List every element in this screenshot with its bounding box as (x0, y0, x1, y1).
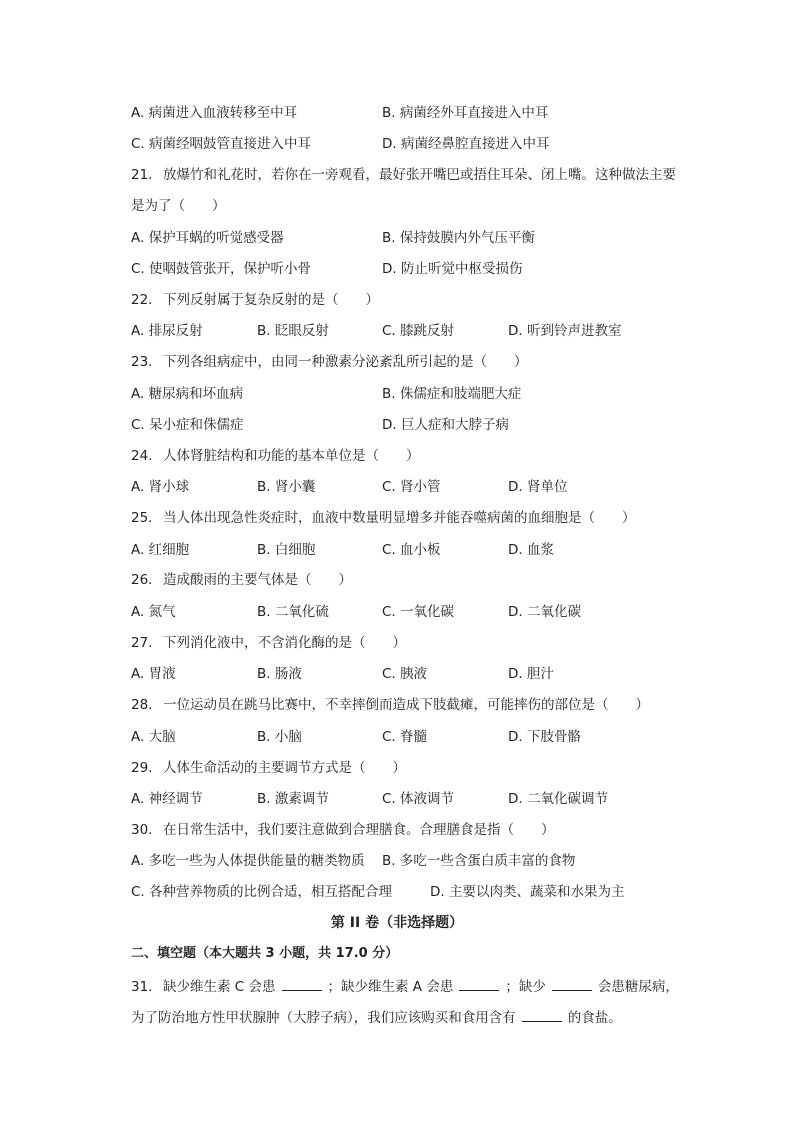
q31-seg1: 缺少维生素 C 会患 (163, 979, 276, 995)
q26-options (131, 602, 701, 622)
q30-option-c[interactable]: C. 各种营养物质的比例合适，相互搭配合理 (131, 884, 393, 900)
q29-option-b[interactable]: B. 激素调节 (257, 791, 329, 807)
q24-option-c[interactable]: C. 肾小管 (382, 479, 441, 495)
q22-option-b[interactable]: B. 眨眼反射 (257, 323, 329, 339)
q31-line2-seg2: 的食盐。 (567, 1010, 622, 1026)
q28-text: 一位运动员在跳马比赛中，不幸摔倒而造成下肢截瘫，可能摔伤的部位是（ ） (163, 697, 649, 713)
q23-text: 下列各组病症中，由同一种激素分泌紊乱所引起的是（ ） (163, 354, 528, 370)
q27-text: 下列消化液中，不含消化酶的是（ ） (163, 635, 406, 651)
q28-option-b[interactable]: B. 小脑 (257, 729, 302, 745)
q22-option-a[interactable]: A. 排尿反射 (131, 323, 203, 339)
q29-option-a[interactable]: A. 神经调节 (131, 791, 203, 807)
q28-stem (131, 695, 701, 715)
q22-options (131, 321, 701, 341)
q23-number: 23. (131, 354, 153, 370)
q27-option-c[interactable]: C. 胰液 (382, 666, 428, 682)
q28-number: 28. (131, 697, 153, 713)
q31-line2 (131, 1007, 701, 1027)
q22-text: 下列反射属于复杂反射的是（ ） (163, 292, 379, 308)
q20-options-row1 (131, 103, 701, 123)
q21-stem-line2 (131, 196, 701, 216)
q25-option-b[interactable]: B. 白细胞 (257, 542, 316, 558)
q25-option-d[interactable]: D. 血浆 (508, 542, 554, 558)
q31-number: 31. (131, 979, 153, 995)
q23-option-b[interactable]: B. 侏儒症和肢端肥大症 (382, 386, 522, 402)
q29-option-c[interactable]: C. 体液调节 (382, 791, 455, 807)
q22-stem (131, 290, 701, 310)
q22-option-c[interactable]: C. 膝跳反射 (382, 323, 455, 339)
q26-number: 26. (131, 572, 153, 588)
q31-seg4: 会患糖尿病， (597, 979, 679, 995)
q23-option-d[interactable]: D. 巨人症和大脖子病 (382, 417, 509, 433)
q27-option-a[interactable]: A. 胃液 (131, 666, 176, 682)
q31-seg2: ；缺少维生素 A 会患 (327, 979, 454, 995)
q23-option-c[interactable]: C. 呆小症和侏儒症 (131, 417, 244, 433)
q21-text-line2: 是为了（ ） (131, 198, 226, 214)
q28-options (131, 727, 701, 747)
q24-option-a[interactable]: A. 肾小球 (131, 479, 190, 495)
q25-stem (131, 508, 701, 528)
q21-option-a[interactable]: A. 保护耳蜗的听觉感受器 (131, 230, 284, 246)
q25-option-a[interactable]: A. 红细胞 (131, 542, 190, 558)
q24-number: 24. (131, 448, 153, 464)
q26-option-b[interactable]: B. 二氧化硫 (257, 604, 329, 620)
q27-options (131, 664, 701, 684)
q28-option-a[interactable]: A. 大脑 (131, 729, 176, 745)
q21-option-b[interactable]: B. 保持鼓膜内外气压平衡 (382, 230, 535, 246)
q25-number: 25. (131, 510, 153, 526)
q30-option-d[interactable]: D. 主要以肉类、蔬菜和水果为主 (430, 884, 625, 900)
q21-text-line1: 放爆竹和礼花时，若你在一旁观看，最好张开嘴巴或捂住耳朵、闭上嘴。这种做法主要 (163, 167, 676, 183)
q31-blank-2[interactable] (459, 976, 499, 991)
q26-option-c[interactable]: C. 一氧化碳 (382, 604, 455, 620)
q26-stem (131, 570, 701, 590)
q30-options-row2 (131, 882, 701, 902)
q21-option-c[interactable]: C. 使咽鼓管张开，保护听小骨 (131, 261, 312, 277)
q23-options-row2 (131, 415, 701, 435)
q22-option-d[interactable]: D. 听到铃声进教室 (508, 323, 622, 339)
q29-text: 人体生命活动的主要调节方式是（ ） (163, 760, 406, 776)
q27-stem (131, 633, 701, 653)
q30-text: 在日常生活中，我们要注意做到合理膳食。合理膳食是指（ ） (163, 822, 555, 838)
q20-option-b[interactable]: B. 病菌经外耳直接进入中耳 (382, 105, 549, 121)
q25-text: 当人体出现急性炎症时，血液中数量明显增多并能吞噬病菌的血细胞是（ ） (163, 510, 636, 526)
q21-options-row2 (131, 259, 701, 279)
q21-option-d[interactable]: D. 防止听觉中枢受损伤 (382, 261, 523, 277)
q31-line1 (131, 976, 701, 996)
q31-line2-seg1: 为了防治地方性甲状腺肿（大脖子病），我们应该购买和食用含有 (131, 1010, 516, 1026)
q24-text: 人体肾脏结构和功能的基本单位是（ ） (163, 448, 420, 464)
q28-option-c[interactable]: C. 脊髓 (382, 729, 428, 745)
q29-number: 29. (131, 760, 153, 776)
q24-option-b[interactable]: B. 肾小囊 (257, 479, 316, 495)
q31-blank-4[interactable] (522, 1007, 562, 1022)
q29-options (131, 789, 701, 809)
q31-blank-1[interactable] (282, 976, 322, 991)
q21-stem-line1 (131, 165, 701, 185)
q23-options-row1 (131, 384, 701, 404)
q21-number: 21. (131, 167, 153, 183)
q20-option-a[interactable]: A. 病菌进入血液转移至中耳 (131, 105, 298, 121)
q30-number: 30. (131, 822, 153, 838)
q26-option-a[interactable]: A. 氮气 (131, 604, 176, 620)
q23-option-a[interactable]: A. 糖尿病和坏血病 (131, 386, 244, 402)
q27-number: 27. (131, 635, 153, 651)
q24-stem (131, 446, 701, 466)
q20-option-d[interactable]: D. 病菌经鼻腔直接进入中耳 (382, 136, 550, 152)
q29-option-d[interactable]: D. 二氧化碳调节 (508, 791, 608, 807)
q27-option-d[interactable]: D. 胆汁 (508, 666, 554, 682)
q31-blank-3[interactable] (552, 976, 592, 991)
q30-option-b[interactable]: B. 多吃一些含蛋白质丰富的食物 (382, 853, 576, 869)
part2-title: 第 II 卷（非选择题） (330, 915, 464, 931)
q20-option-c[interactable]: C. 病菌经咽鼓管直接进入中耳 (131, 136, 312, 152)
section2-title: 二、填空题（本大题共 3 小题，共 17.0 分） (131, 946, 399, 961)
q29-stem (131, 758, 701, 778)
q25-options (131, 540, 701, 560)
q26-option-d[interactable]: D. 二氧化碳 (508, 604, 581, 620)
q24-option-d[interactable]: D. 肾单位 (508, 479, 568, 495)
q20-options-row2 (131, 134, 701, 154)
q22-number: 22. (131, 292, 153, 308)
q28-option-d[interactable]: D. 下肢骨骼 (508, 729, 581, 745)
q24-options (131, 477, 701, 497)
q30-stem (131, 820, 701, 840)
q23-stem (131, 352, 701, 372)
q31-seg3: ；缺少 (505, 979, 546, 995)
q25-option-c[interactable]: C. 血小板 (382, 542, 441, 558)
q30-option-a[interactable]: A. 多吃一些为人体提供能量的糖类物质 (131, 853, 365, 869)
q21-options-row1 (131, 228, 701, 248)
q30-options-row1 (131, 851, 701, 871)
q27-option-b[interactable]: B. 肠液 (257, 666, 302, 682)
q26-text: 造成酸雨的主要气体是（ ） (163, 572, 352, 588)
